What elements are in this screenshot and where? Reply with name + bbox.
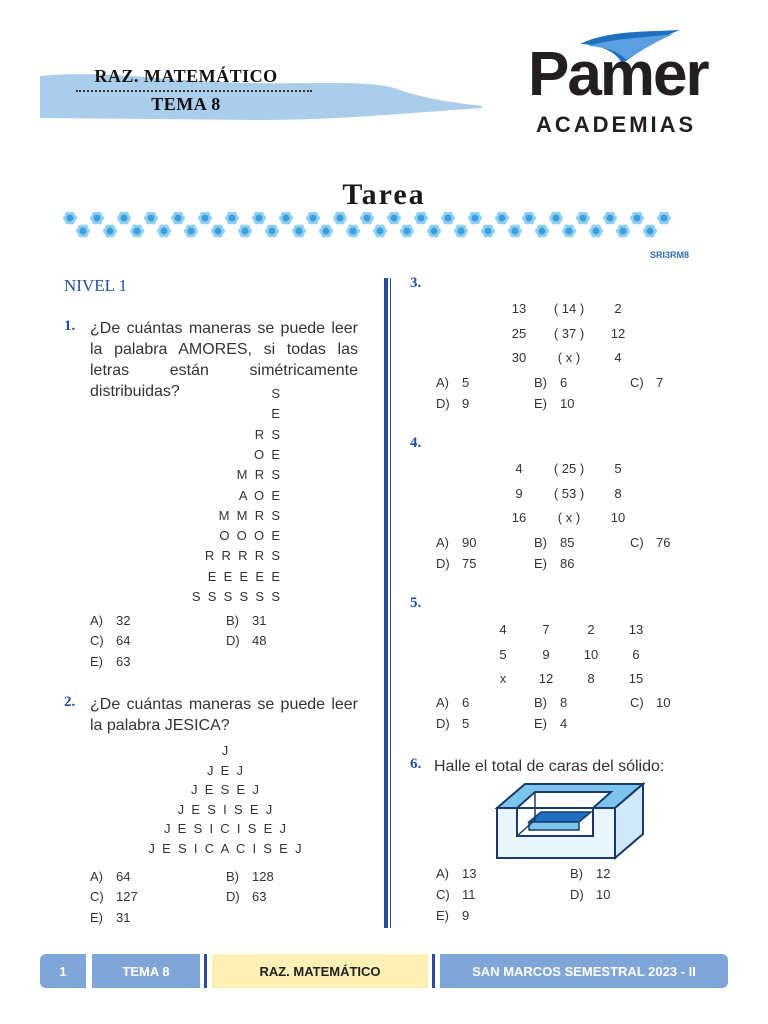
option-value: 9: [462, 396, 470, 411]
grid-cell: ( x ): [557, 350, 581, 365]
option-letter: E): [90, 910, 103, 925]
column-divider: [384, 278, 388, 928]
grid-cell: 2: [614, 301, 622, 316]
footer-separator: [204, 954, 207, 988]
option-letter: D): [436, 556, 450, 571]
letter-row: S: [271, 386, 280, 401]
grid-cell: 4: [499, 622, 507, 637]
grid-cell: ( 14 ): [553, 301, 585, 316]
option-letter: A): [90, 613, 103, 628]
option-value: 8: [560, 695, 568, 710]
option-letter: A): [436, 375, 449, 390]
option-value: 63: [252, 889, 267, 904]
option-value: 7: [656, 375, 664, 390]
header-tema: TEMA 8: [151, 94, 221, 114]
grid-cell: 5: [614, 461, 622, 476]
option-value: 64: [116, 633, 131, 648]
letter-row: J E S I C A C I S E J: [148, 840, 302, 856]
footer-subject: RAZ. MATEMÁTICO: [212, 954, 428, 988]
grid-cell: 25: [511, 325, 527, 341]
question-3-number: 3.: [410, 275, 422, 291]
option-value: 5: [462, 716, 470, 731]
option-value: 10: [560, 396, 575, 411]
footer-page-number: 1: [40, 954, 86, 988]
grid-cell: ( 25 ): [553, 461, 585, 476]
letter-row: R S: [254, 426, 280, 442]
option-letter: E): [436, 908, 449, 923]
option-letter: D): [226, 633, 240, 648]
grid-cell: ( 53 ): [553, 485, 585, 501]
header-subject: RAZ. MATEMÁTICO: [94, 66, 278, 86]
option-value: 63: [116, 654, 131, 669]
option-value: 10: [596, 887, 611, 902]
grid-cell: 12: [610, 325, 626, 341]
option-letter: A): [436, 535, 449, 550]
header-dotted-rule: [76, 90, 312, 92]
grid-cell: 6: [632, 646, 640, 662]
question-4-number: 4.: [410, 435, 422, 451]
option-value: 128: [252, 869, 274, 884]
option-value: 5: [462, 375, 470, 390]
option-value: 12: [596, 866, 611, 881]
option-letter: C): [630, 695, 644, 710]
option-letter: B): [226, 869, 239, 884]
option-value: 9: [462, 908, 470, 923]
option-value: 32: [116, 613, 131, 628]
option-letter: A): [90, 869, 103, 884]
grid-cell: 8: [614, 485, 622, 501]
letter-row: J E J: [206, 762, 244, 778]
letter-row: O E: [253, 446, 280, 462]
question-6-number: 6.: [410, 756, 422, 772]
letter-row: J E S I C I S E J: [163, 821, 287, 836]
option-value: 75: [462, 556, 477, 571]
option-letter: A): [436, 866, 449, 881]
grid-cell: 30: [511, 350, 527, 365]
flower-border-decoration: [62, 212, 692, 240]
grid-cell: ( 37 ): [553, 325, 585, 341]
letter-row: A O E: [238, 487, 280, 503]
option-value: 48: [252, 633, 267, 648]
letter-row: J E S I S E J: [177, 801, 273, 817]
option-letter: B): [534, 535, 547, 550]
grid-cell: 8: [587, 671, 595, 686]
option-letter: C): [90, 889, 104, 904]
grid-cell: x: [499, 671, 507, 686]
letter-row: M M R S: [218, 507, 280, 523]
option-letter: E): [534, 716, 547, 731]
option-value: 6: [560, 375, 568, 390]
grid-cell: 10: [583, 646, 599, 662]
option-value: 31: [116, 910, 131, 925]
logo-wordmark: Pamer: [528, 40, 708, 109]
option-letter: D): [570, 887, 584, 902]
option-value: 127: [116, 889, 138, 904]
option-letter: C): [630, 375, 644, 390]
grid-cell: 9: [542, 646, 550, 662]
question-5-number: 5.: [410, 595, 422, 611]
grid-cell: ( x ): [557, 510, 581, 525]
solid-figure-diagram: [495, 782, 645, 860]
question-6-text: Halle el total de caras del sólido:: [434, 758, 665, 775]
letter-row: J E S E J: [191, 782, 259, 797]
option-letter: C): [436, 887, 450, 902]
option-letter: C): [90, 633, 104, 648]
grid-cell: 4: [614, 350, 622, 365]
grid-cell: 13: [628, 622, 644, 637]
option-letter: E): [90, 654, 103, 669]
option-value: 11: [462, 887, 476, 902]
letter-row: M R S: [236, 467, 280, 483]
option-value: 64: [116, 869, 131, 884]
logo-subtitle: ACADEMIAS: [536, 112, 697, 137]
grid-cell: 15: [628, 671, 644, 686]
option-value: 6: [462, 695, 470, 710]
option-value: 13: [462, 866, 477, 881]
option-value: 4: [560, 716, 568, 731]
letter-row: E E E E E: [207, 568, 280, 584]
page-title: Tarea: [342, 178, 426, 211]
option-value: 76: [656, 535, 671, 550]
footer-separator: [432, 954, 435, 988]
option-letter: B): [226, 613, 239, 628]
question-2-number: 2.: [64, 694, 76, 710]
letter-row: E: [271, 406, 280, 422]
option-value: 31: [252, 613, 267, 628]
option-letter: D): [436, 716, 450, 731]
grid-cell: 16: [511, 510, 527, 525]
letter-row: J: [221, 743, 229, 758]
option-value: 10: [656, 695, 671, 710]
level-heading: NIVEL 1: [64, 276, 128, 295]
option-letter: D): [436, 396, 450, 411]
option-letter: E): [534, 556, 547, 571]
grid-cell: 13: [511, 301, 527, 316]
question-2-text: ¿De cuántas maneras se puede leer la palabra JESICA?: [90, 696, 358, 734]
option-letter: B): [570, 866, 583, 881]
option-value: 90: [462, 535, 477, 550]
option-letter: E): [534, 396, 547, 411]
grid-cell: 4: [515, 461, 523, 476]
grid-cell: 12: [538, 671, 554, 686]
grid-cell: 7: [542, 622, 550, 637]
grid-cell: 9: [515, 485, 523, 501]
grid-cell: 10: [610, 510, 626, 525]
option-letter: B): [534, 375, 547, 390]
question-1-number: 1.: [64, 318, 76, 334]
option-letter: D): [226, 889, 240, 904]
footer-course: SAN MARCOS SEMESTRAL 2023 - II: [440, 954, 728, 988]
option-letter: C): [630, 535, 644, 550]
option-letter: A): [436, 695, 449, 710]
letter-row: S S S S S S: [191, 589, 280, 604]
grid-cell: 5: [499, 646, 507, 662]
footer-tema: TEMA 8: [92, 954, 200, 988]
option-letter: B): [534, 695, 547, 710]
option-value: 86: [560, 556, 575, 571]
question-1-text: ¿De cuántas maneras se puede leer la palabra AMORES, si todas las letras están simétricamente distribuidas?: [90, 320, 358, 400]
grid-cell: 2: [587, 622, 595, 637]
letter-row: R R R R S: [204, 548, 280, 564]
option-value: 85: [560, 535, 575, 550]
document-code: SRI3RM8: [650, 250, 690, 260]
letter-row: O O O E: [219, 528, 280, 544]
